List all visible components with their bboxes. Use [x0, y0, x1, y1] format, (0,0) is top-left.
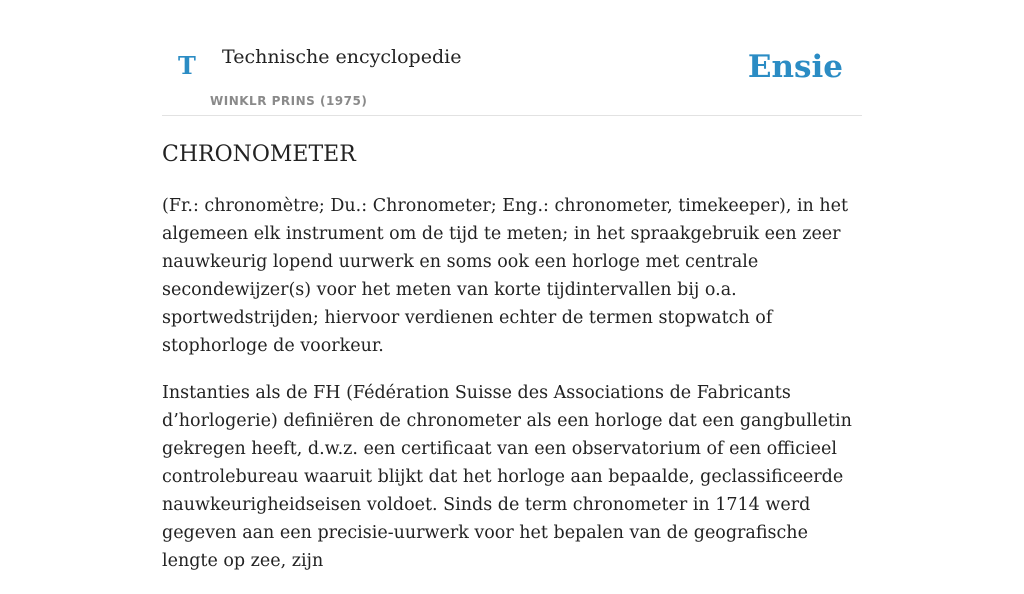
entry-paragraph: Instanties als de FH (Fédération Suisse des Associations de Fabricants d’horlogerie) definiëren de chronometer als een horloge dat een gangbulletin gekregen heeft, d.w.z. een certificaat van een observatorium of een officieel controlebureau waaruit blijkt dat het horloge aan bepaalde, geclassificeerde nauwkeurigheidseisen voldoet. Sinds de term chronometer in 1714 werd gegeven aan een precisie-uurwerk voor het bepalen van de geografische lengte op zee, zijn	[162, 383, 852, 571]
source-title[interactable]: Technische encyclopedie	[222, 46, 462, 68]
entry-body	[162, 192, 864, 594]
entry-paragraph: (Fr.: chronomètre; Du.: Chronometer; Eng.: chronometer, timekeeper), in het algemeen elk instrument om de tijd te meten; in het spraakgebruik een zeer nauwkeurig lopend uurwerk en soms ook een horloge met centrale secondewijzer(s) voor het meten van korte tijdintervallen bij o.a. sportwedstrijden; hiervoor verdienen echter de termen stopwatch of stophorloge de voorkeur.	[162, 196, 849, 356]
brand-logo[interactable]: Ensie	[747, 49, 843, 85]
entry-title: CHRONOMETER	[162, 142, 356, 167]
source-logo-icon[interactable]: T	[178, 51, 196, 80]
source-subtitle: WINKLR PRINS (1975)	[210, 94, 368, 108]
source-header	[162, 0, 862, 116]
